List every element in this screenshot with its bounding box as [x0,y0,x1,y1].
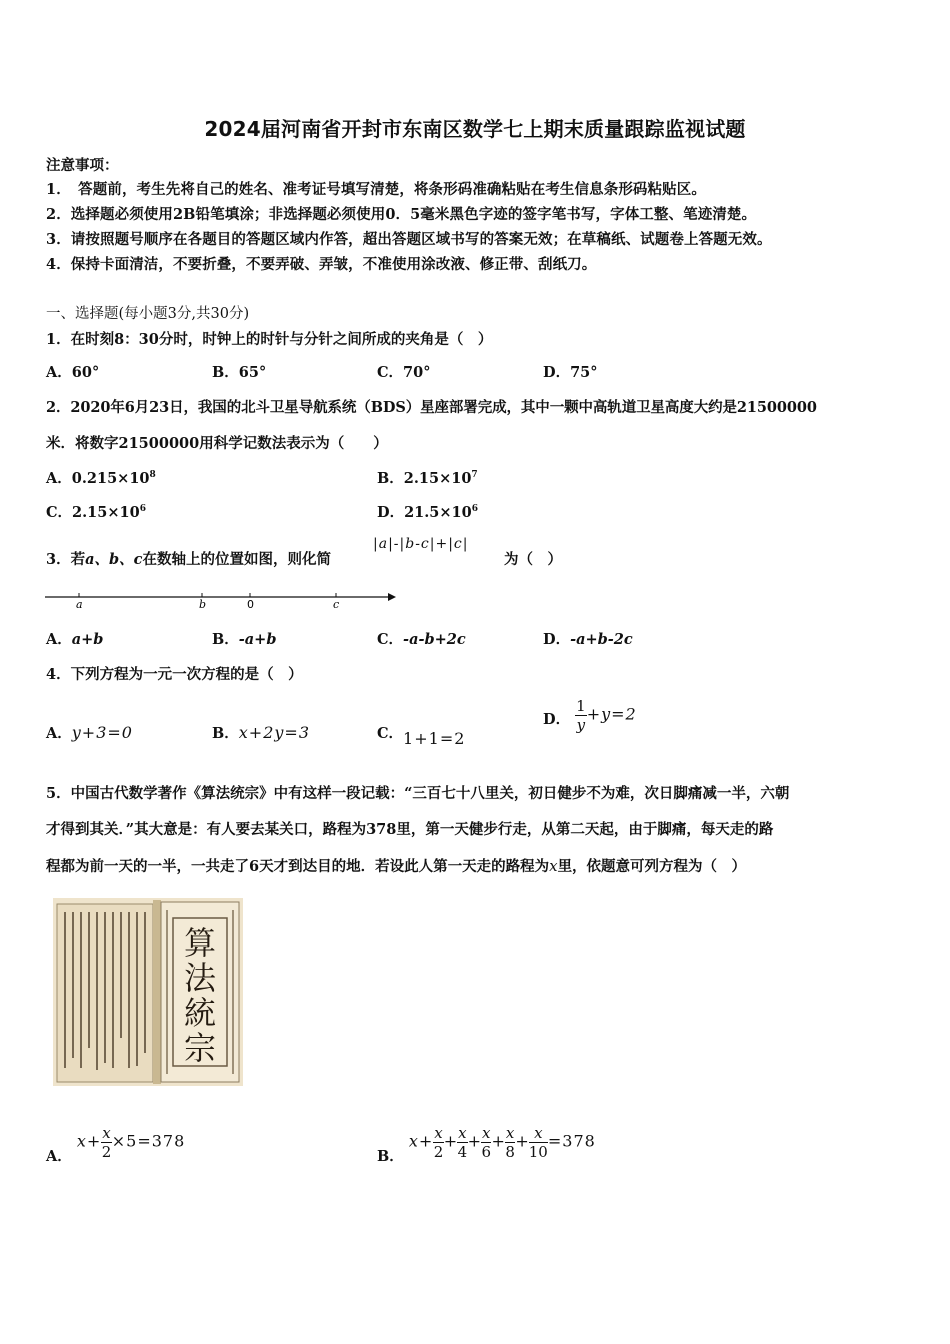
q3-option-d [543,628,633,649]
q5-option-b: B． x+ $\frac{x}{2}$ + $\frac{x}{4}$ + $\frac{x}{6}$ + $\frac{x}{8}$ + $\frac{x}{10}$ =378 [377,1124,596,1165]
q1-option-d [543,361,598,382]
question-5-line1: 5．中国古代数学著作《算法统宗》中有这样一段记载：“三百七十八里关，初日健步不为难，次日脚痛减一半，六朝 [46,785,790,802]
book-title-char-1: 算 [183,924,217,962]
option-text: 70° [403,364,431,381]
option-label: A． [46,364,72,381]
numerator: 1 [576,697,586,715]
option-equation: 1+1=2 [403,729,466,748]
question-4-stem: 4．下列方程为一元一次方程的是（ ） [46,666,303,683]
q4-option-d [543,698,637,733]
denominator: y [576,716,586,734]
option-base: 0.215×10 [71,470,150,487]
q4-option-c [377,722,466,748]
option-equation: y+3=0 [71,723,133,742]
notice-item-3: 3．请按照题号顺序在各题目的答题区域内作答，超出答题区域书写的答案无效；在草稿纸、试题卷上答题无效。 [46,231,772,248]
q4-option-a [46,722,133,743]
option-label: B． [377,470,404,487]
option-exponent: 7 [471,470,478,480]
fraction [101,1125,111,1160]
fraction [457,1125,467,1160]
option-text: a+b [71,631,104,648]
stem-variable: x [549,857,558,875]
q4-option-b [212,722,310,743]
denominator: 10 [528,1143,548,1161]
question-2-stem-line1: 2．2020年6月23日，我国的北斗卫星导航系统（BDS）星座部署完成，其中一颗中高轨道卫星高度大约是21500000 [46,399,817,416]
option-label: C． [46,504,73,521]
equation-part: x+ [408,1131,434,1151]
option-label: D． [543,631,571,648]
option-exponent: 6 [471,504,478,514]
question-3-stem [46,548,331,569]
option-label: D． [377,504,405,521]
denominator: 2 [433,1143,444,1161]
question-2-stem-line2: 米．将数字21500000用科学记数法表示为（ ） [46,435,388,452]
option-equation: x+2y=3 [238,723,310,742]
denominator: 4 [457,1143,468,1161]
stem-text: 程都为前一天的一半，一共走了6天才到达目的地．若设此人第一天走的路程为 [46,858,550,875]
option-text: -a-b+2c [403,631,466,648]
equation-part: ×5=378 [111,1131,186,1151]
question-5-line3 [46,855,746,876]
label-b: b [199,598,207,611]
stem-variables: a、b、c [85,551,143,568]
book-title-char-4: 宗 [183,1029,217,1067]
option-label: C． [377,725,404,742]
numerator: x [529,1125,548,1143]
denominator: 6 [481,1143,492,1161]
option-text: -a+b-2c [570,631,633,648]
option-label: B． [212,725,239,742]
q5-option-a [46,1124,186,1165]
option-label: B． [212,631,239,648]
option-equation-rest: +y=2 [586,704,637,724]
option-label: B． [377,1147,404,1165]
option-base: 21.5×10 [404,504,472,521]
question-5-line2: 才得到其关．”其大意是：有人要去某关口，路程为378里，第一天健步行走，从第二天起，由于脚痛，每天走的路 [46,821,774,838]
option-label: A． [46,725,72,742]
option-exponent: 6 [139,504,146,514]
notice-item-1: 1． 答题前，考生先将自己的姓名、准考证号填写清楚，将条形码准确粘贴在考生信息条形码粘贴区。 [46,181,706,198]
stem-text: 在数轴上的位置如图，则化简 [142,551,331,568]
exam-title: 2024届河南省开封市东南区数学七上期末质量跟踪监视试题 [204,117,746,141]
denominator: 2 [101,1143,112,1161]
q2-option-d [377,501,478,522]
option-label: A． [46,1147,72,1165]
option-label: C． [377,364,404,381]
notice-item-2: 2．选择题必须使用2B铅笔填涂；非选择题必须使用0．5毫米黑色字迹的签字笔书写，字体工整、笔迹清楚。 [46,206,757,223]
book-title-char-2: 法 [183,959,217,997]
q2-option-c [46,501,146,522]
numerator: x [434,1124,443,1142]
equation-part: x+ [76,1131,102,1151]
q1-option-c [377,361,430,382]
denominator: 8 [505,1143,515,1161]
option-label: A． [46,470,72,487]
option-label: D． [543,364,571,381]
fraction [529,1125,548,1160]
option-label: C． [377,631,404,648]
label-c: c [333,598,340,611]
fraction [575,698,587,733]
numerator: x [458,1124,467,1142]
stem-text: 里，依题意可列方程为（ ） [557,858,747,875]
ancient-book-photo [53,898,243,1086]
option-exponent: 8 [149,470,156,480]
section-heading: 一、选择题(每小题3分,共30分) [46,306,250,322]
option-base: 2.15×10 [72,504,140,521]
fraction [433,1125,443,1160]
numerator: x [102,1124,111,1142]
option-text: 65° [238,364,267,381]
option-text: 75° [570,364,598,381]
notice-item-4: 4．保持卡面清洁，不要折叠，不要弄破、弄皱，不准使用涂改液、修正带、刮纸刀。 [46,256,597,273]
book-title-char-3: 統 [183,994,217,1032]
option-base: 2.15×10 [403,470,472,487]
option-label: D． [543,710,571,728]
label-zero: 0 [247,598,254,611]
q1-option-b [212,361,266,382]
q3-option-b [212,628,276,649]
equation-part: =378 [547,1131,596,1151]
abs-expression: |a|-|b-c|+|c| [373,536,469,552]
q3-option-a [46,628,103,649]
fraction [505,1125,515,1160]
book-spine [153,900,161,1084]
notice-heading: 注意事项： [46,157,119,174]
option-text: 60° [71,364,100,381]
question-1-stem: 1．在时刻8：30分时，时钟上的时针与分针之间所成的夹角是（ ） [46,331,493,348]
q3-option-c [377,628,466,649]
option-label: B． [212,364,239,381]
numerator: x [505,1124,515,1142]
option-text: -a+b [238,631,277,648]
q2-option-a [46,467,156,488]
number-line [44,588,400,614]
option-label: A． [46,631,72,648]
q1-option-a [46,361,99,382]
numerator: x [482,1124,491,1142]
question-3-stem-end: 为（ ） [504,551,562,568]
label-a: a [76,598,83,611]
q2-option-b [377,467,478,488]
stem-text: 3．若 [46,551,86,568]
number-line-arrow [388,593,396,601]
fraction [481,1125,491,1160]
